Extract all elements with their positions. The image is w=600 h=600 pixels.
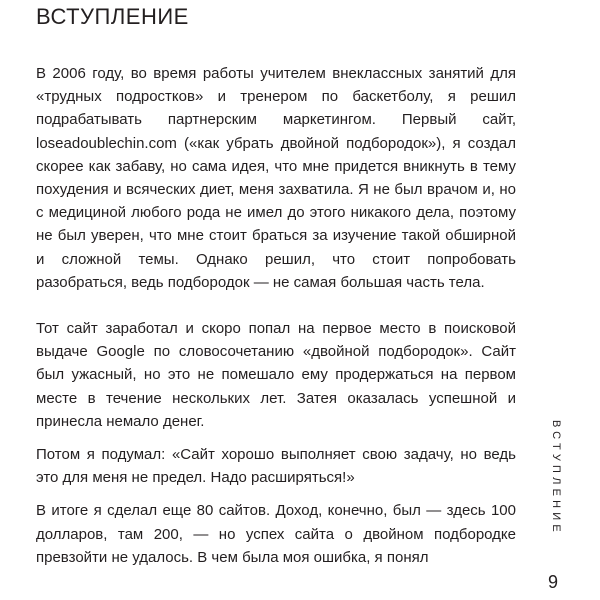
paragraph-1: В 2006 году, во время работы учителем внеклассных занятий для «трудных подростков» и тренером по баскетболу, я решил подрабатывать партнерским маркетингом. Первый сайт, loseadoublechin.com («как убрать двойной подбородок»), я создал скорее как забаву, но сама идея, что мне придется вникнуть в тему похудения и всяческих диет, меня захватила. Я не был врачом и, но с медициной любого рода не имел до этого никакого дела, поэтому не был уверен, что мне стоит браться за изучение такой обширной и сложной темы. Однако решил, что стоит попробовать разобраться, ведь подбородок — не самая большая часть тела. xyxy=(36,65,516,291)
paragraph-3: Потом я подумал: «Сайт хорошо выполняет свою задачу, но ведь это для меня не предел. Надо расширяться!» xyxy=(36,446,516,487)
running-head: ВСТУПЛЕНИЕ xyxy=(550,420,562,536)
page-number: 9 xyxy=(548,572,559,592)
chapter-heading: ВСТУПЛЕНИЕ xyxy=(36,4,189,29)
paragraph-4: В итоге я сделал еще 80 сайтов. Доход, конечно, был — здесь 100 долларов, там 200, — но успех сайта о двойном подбородке превзойти не удалось. В чем была моя ошибка, я понял xyxy=(36,502,516,566)
body-text xyxy=(36,62,516,569)
paragraph-2: Тот сайт заработал и скоро попал на первое место в поисковой выдаче Google по словосочетанию «двойной подбородок». Сайт был ужасный, но это не помешало ему продержаться на первом месте в течение нескольких лет. Затея оказалась успешной и принесла немало денег. xyxy=(36,320,516,430)
